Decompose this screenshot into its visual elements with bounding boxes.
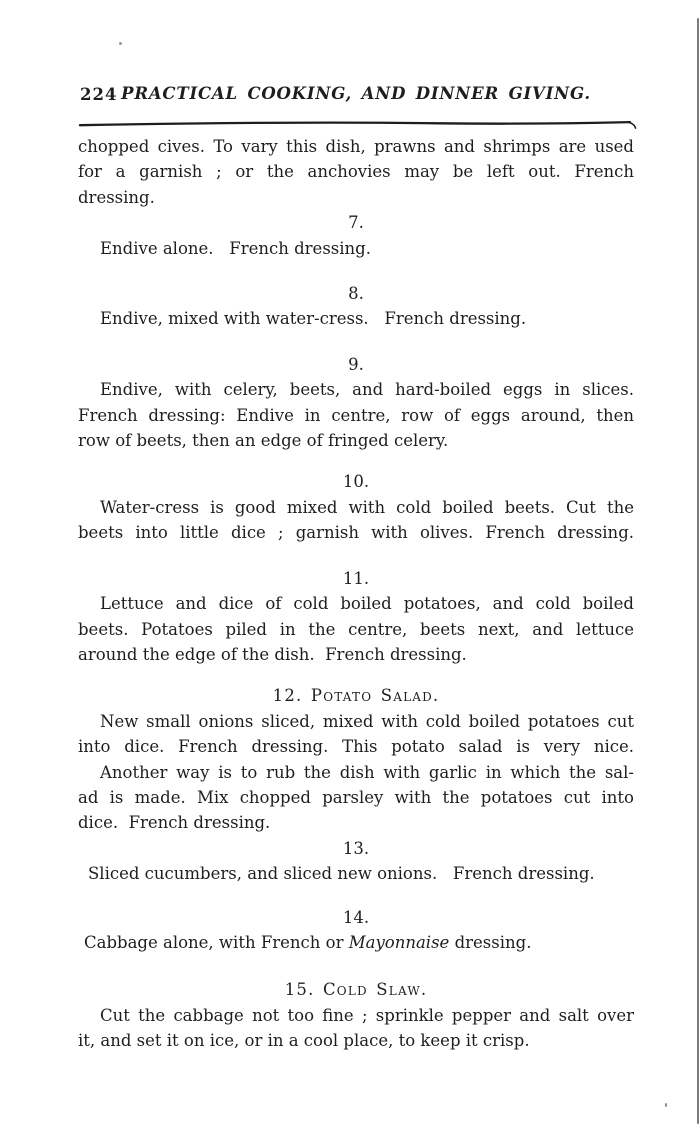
paragraph-line: New small onions sliced, mixed with cold boiled potatoes cut: [100, 711, 634, 731]
scan-speck: [665, 1103, 667, 1107]
running-title: PRACTICAL COOKING, AND DINNER GIVING.: [121, 84, 591, 103]
line-suffix: dressing.: [449, 932, 532, 952]
section-heading-13: 13.: [342, 838, 370, 858]
scan-edge-streak: [697, 18, 699, 1124]
recipe-paragraph: [78, 760, 634, 836]
paragraph-line: dressing.: [78, 187, 155, 207]
recipe-line: Endive, mixed with water-cress. French dressing.: [100, 309, 527, 329]
section-heading-14: 14.: [342, 907, 370, 927]
section-heading-15-cold-slaw: 15. Cold Slaw.: [284, 980, 428, 1000]
section-heading-11: 11.: [342, 568, 370, 588]
paragraph-line: into dice. French dressing. This potato salad is very nice.: [78, 737, 634, 757]
paragraph-line: Lettuce and dice of cold boiled potatoes, and cold boiled: [100, 594, 634, 614]
scan-speck: [119, 42, 122, 45]
paragraph-line: Another way is to rub the dish with garlic in which the sal-: [100, 762, 634, 782]
section-heading-7: 7.: [348, 213, 364, 233]
paragraph-line: beets into little dice ; garnish with olives. French dressing.: [78, 523, 634, 543]
page-header: [78, 84, 634, 106]
paragraph-line: beets. Potatoes piled in the centre, beets next, and lettuce: [78, 619, 634, 639]
recipe-paragraph: [78, 495, 634, 546]
recipe-paragraph: [78, 1003, 634, 1054]
recipe-line: [78, 930, 634, 955]
line-prefix: Cabbage alone, with French or: [84, 932, 349, 952]
paragraph-line: ad is made. Mix chopped parsley with the potatoes cut into: [78, 787, 634, 807]
section-heading-8: 8.: [348, 284, 364, 304]
paragraph-line: chopped cives. To vary this dish, prawns and shrimps are used: [78, 137, 634, 156]
paragraph-line: it, and set it on ice, or in a cool place, to keep it crisp.: [78, 1031, 530, 1051]
intro-paragraph: [78, 134, 634, 210]
recipe-line: Sliced cucumbers, and sliced new onions. French dressing.: [88, 864, 595, 884]
page-number: 224: [80, 85, 118, 104]
paragraph-line: for a garnish ; or the anchovies may be left out. French: [78, 162, 634, 182]
page-content: [78, 84, 634, 1054]
paragraph-line: dice. French dressing.: [78, 813, 271, 833]
paragraph-line: French dressing: Endive in centre, row of eggs around, then: [78, 405, 634, 425]
section-heading-12-potato-salad: 12. Potato Salad.: [272, 686, 440, 706]
recipe-paragraph: [78, 591, 634, 667]
paragraph-line: Cut the cabbage not too fine ; sprinkle pepper and salt over: [100, 1005, 634, 1025]
recipe-line: Endive alone. French dressing.: [100, 238, 371, 258]
paragraph-line: Endive, with celery, beets, and hard-boiled eggs in slices.: [100, 380, 634, 400]
paragraph-line: row of beets, then an edge of fringed celery.: [78, 431, 449, 451]
header-rule: [78, 114, 634, 124]
section-heading-10: 10.: [342, 472, 370, 492]
recipe-paragraph: [78, 709, 634, 760]
italic-word-mayonnaise: Mayonnaise: [348, 932, 450, 952]
section-heading-9: 9.: [348, 354, 364, 374]
header-rule-line: [78, 119, 638, 129]
paragraph-line: around the edge of the dish. French dressing.: [78, 644, 467, 664]
recipe-paragraph: [78, 377, 634, 453]
paragraph-line: Water-cress is good mixed with cold boiled beets. Cut the: [100, 497, 634, 517]
